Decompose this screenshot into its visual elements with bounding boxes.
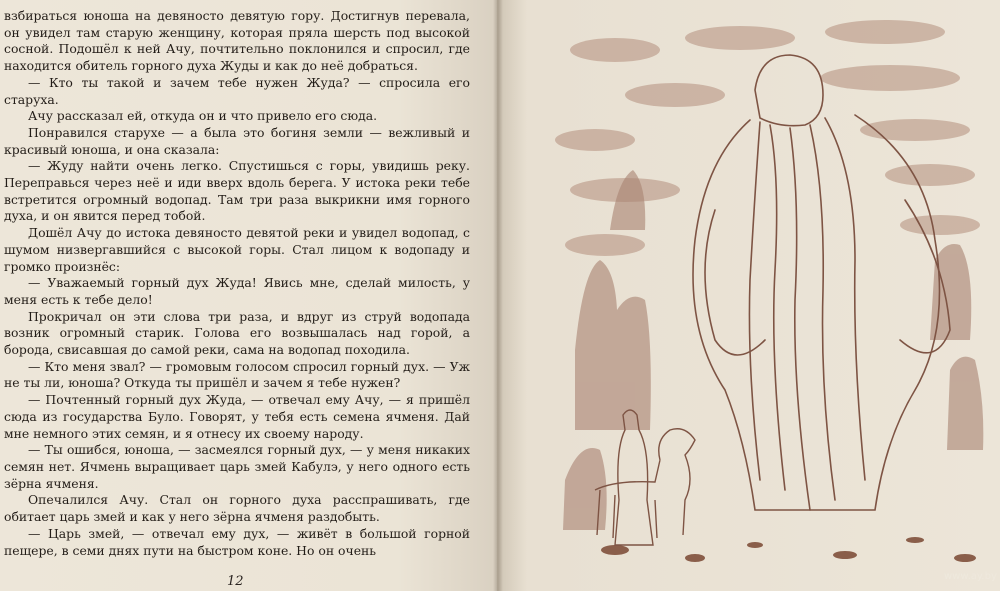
cloud-shape (570, 38, 660, 62)
ground-stone (601, 545, 629, 555)
text-column (4, 8, 470, 559)
ground-stone (685, 554, 705, 562)
watermark: www.ay.by (944, 571, 997, 582)
paragraph: — Царь змей, — отвечал ему дух, — живёт в большой горной пещере, в семи днях пути на быстром коне. Но он очень (4, 525, 470, 558)
cloud-shape (825, 20, 945, 44)
paragraph: Дошёл Ачу до истока девяносто девятой реки и увидел водопад, с шумом низвергавшийся с высокой горы. Стал лицом к водопаду и громко произнёс: (4, 225, 470, 274)
cloud-shape (625, 83, 725, 107)
paragraph: — Жуду найти очень легко. Спустишься с горы, увидишь реку. Переправься через неё и иди вверх вдоль берега. У истока реки тебе встретится огромный водопад. Там три раза выкрикни имя горного духа, и он явится перед тобой. (4, 158, 470, 224)
ground-stone (747, 542, 763, 548)
ground-stone (954, 554, 976, 562)
cloud-shape (900, 215, 980, 235)
paragraph: — Уважаемый горный дух Жуда! Явись мне, сделай милость, у меня есть к тебе дело! (4, 275, 470, 307)
cloud-shape (885, 164, 975, 186)
cloud-shape (820, 65, 960, 91)
illustration-mountain-spirit (555, 10, 990, 588)
cloud-shape (685, 26, 795, 50)
page-number: 12 (227, 574, 244, 589)
cloud-shape (555, 129, 635, 151)
book-gutter (493, 0, 503, 591)
paragraph: Понравился старухе — а была это богиня земли — вежливый и красивый юноша, и она сказала: (4, 124, 470, 157)
paragraph: взбираться юноша на девяносто девятую гору. Достигнув перевала, он увидел там старую женщину, которая пряла шерсть под высокой сосной. Подошёл к ней Ачу, почтительно поклонился и спросил, где находится обитель горного духа Жуды и как до неё добраться. (4, 8, 470, 74)
paragraph: — Почтенный горный дух Жуда, — отвечал ему Ачу, — я пришёл сюда из государства Було. Говорят, у тебя есть семена ячменя. Дай мне немного этих семян, и я отнесу их своему народу. (4, 392, 470, 441)
paragraph: Опечалился Ачу. Стал он горного духа расспрашивать, где обитает царь змей и как у него зёрна ячменя раздобыть. (4, 492, 470, 525)
mountain-shape (947, 357, 983, 450)
spirit-head-outline (755, 55, 823, 126)
mountain-shape (575, 260, 651, 430)
paragraph: — Ты ошибся, юноша, — засмеялся горный дух, — у меня никаких семян нет. Ячмень выращивает царь змей Кабулэ, у него одного есть зёрна ячменя. (4, 442, 470, 491)
paragraph: — Кто меня звал? — громовым голосом спросил горный дух. — Уж не ты ли, юноша? Откуда ты пришёл и зачем я тебе нужен? (4, 358, 470, 391)
mountain-shape (930, 244, 971, 340)
mountain-shape (563, 448, 607, 530)
left-page (0, 0, 497, 591)
ground-stone (906, 537, 924, 543)
paragraph: Ачу рассказал ей, откуда он и что привело его сюда. (28, 108, 378, 124)
ground-stone (833, 551, 857, 559)
paragraph: Прокричал он эти слова три раза, и вдруг из струй водопада возник огромный старик. Голова его возвышалась над горой, а борода, свисавшая до самой реки, сама на водопад походила. (4, 308, 470, 358)
spirit-sleeve-outline (705, 210, 765, 355)
cloud-shape (565, 234, 645, 256)
paragraph: — Кто ты такой и зачем тебе нужен Жуда? — спросила его старуха. (4, 74, 470, 107)
youth-figure (615, 410, 653, 545)
